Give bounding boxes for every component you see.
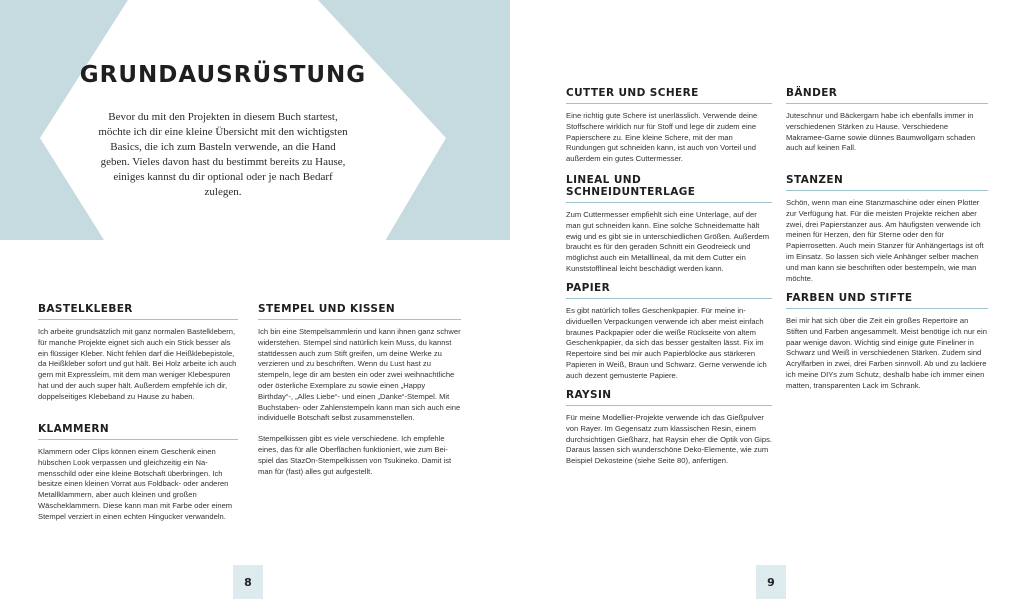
section-heading: BÄNDER (786, 87, 988, 104)
section-heading: STANZEN (786, 174, 988, 191)
section-text: Ich bin eine Stempelsammlerin und kann ihnen ganz schwer widerstehen. Stempel sind natürlich kein Muss, du kannst stattdessen auch zum Stift greifen, um deine Werke zu verzieren und zu beschriften. Wenn du Lust hast zu stempeln, lege dir am besten ein oder zwei weihnachtliche oder österliche Exemplare zu sowie einen „Happy Birthday“-, „Alles Liebe“- und einen „Danke“-Stempel. Mit Buchstaben- oder Zahlenstempeln kann man sich auch eine individuelle Botschaft selbst zusammenstellen. (258, 327, 461, 423)
section-text: Zum Cuttermesser empfiehlt sich eine Unterlage, auf der man gut schneiden kann. Eine solche Schneidematte hält ewig und es gibt sie in unterschiedlichen Größen. Außerdem braucht es für den geraden Schnitt ein Geodreieck und möglichst auch ein Metalllineal, da mit dem Cutter ein Kunststofflineal leicht beschädigt werden kann. (566, 210, 770, 273)
section-text: Für meine Modellier-Projekte verwende ich das Gießpulver von Rayer. Im Gegensatz zum klassischen Resin, einem durchsichtigen Gießharz, hat Raysin eher die Optik von Gips. Daraus lassen sich wunderschöne Deko-Elemente, wie zum Beispiel Dekosteine (siehe Seite 80), anfertigen. (566, 413, 772, 466)
section-lineal (566, 174, 772, 275)
section-text: Stempelkissen gibt es viele verschiedene. Ich empfehle eines, das für alle Oberflächen funktioniert, wie zum Beispiel das StazOn-Stempelkissen von Tsukineko. Damit ist man für (fast) alles gut aufgestellt. (258, 434, 452, 476)
section-text: Bei mir hat sich über die Zeit ein großes Repertoire an Stiften und Farben angesammelt. Meist benötige ich nur ein paar wenige davon. Wichtig sind einige gute Fineliner in Schwarz und Weiß in verschiedenen Stärken. Zudem sind Acrylfarben in zwei, drei Farben sinnvoll. Ab und zu lackiere ich meine DIYs zum Schutz, deshalb habe ich immer einen matten, transparenten Lack im Schrank. (786, 316, 987, 390)
section-text: Klammern oder Clips können einem Geschenk einen hübschen Look verpassen und gleichzeitig ein Namensschild oder eine kleine Botschaft überbringen. Ich besitze einen kleinen Vorrat aus Foldback- oder anderen Metallklammern, aber auch kleinen und großen Wäscheklammern. Diese kann man mit Farbe oder einem Stempel verziert in einen echten Hingucker verwandeln. (38, 447, 233, 521)
section-stanzen (786, 174, 988, 284)
intro-text: Bevor du mit den Projekten in diesem Buch startest, möchte ich dir eine kleine Übersicht mit den wichtigsten Basics, die ich zum Basteln verwende, an die Hand geben. Vieles davon hast du bestimmt bereits zu Hause, einiges kannst du dir optional oder je nach Bedarf zulegen. (98, 111, 348, 198)
section-text: Schön, wenn man eine Stanzmaschine oder einen Plotter zur Verfügung hat. Für die meisten Projekte reichen aber zwei, drei Papierstanzer aus. Am häufigsten verwende ich meinen für Herzen, den für Sterne oder den für Papierrosetten. Auch mein Stanzer für Anhängertags ist oft im Einsatz. So lassen sich viele Anhänger selber machen und man kann sie beschriften oder bestempeln, wie man möchte. (786, 198, 984, 283)
page-number: 9 (756, 565, 786, 599)
section-text: Eine richtig gute Schere ist unerlässlich. Verwende deine Stoffschere wirklich nur für Stoff und lege dir zudem eine Papierschere zu. Eine kleine Schere, mit der man Rundungen gut schneiden kann, ist auch von Vorteil und außerdem ein gutes Cuttermesser. (566, 111, 758, 164)
section-stempel (258, 303, 461, 477)
section-heading: STEMPEL UND KISSEN (258, 303, 461, 320)
section-heading: FARBEN UND STIFTE (786, 292, 988, 309)
page-title: GRUNDAUSRÜSTUNG (79, 62, 367, 88)
section-heading: LINEAL UND SCHNEIDUNTERLAGE (566, 174, 772, 203)
section-baender (786, 87, 988, 154)
section-papier (566, 282, 772, 382)
section-bastelkleber (38, 303, 238, 403)
section-heading: KLAMMERN (38, 423, 238, 440)
page-number: 8 (233, 565, 263, 599)
section-farben (786, 292, 988, 392)
section-text: Es gibt natürlich tolles Geschenkpapier. Für meine individuellen Verpackungen verwende ich aber meist einfach braunes Packpapier oder die weiße Rückseite von altem Geschenkpapier, da sich das besser gestalten lässt. Fix im Repertoire sind bei mir auch Papierblöcke aus stärkeren Papieren in Weiß, Braun und Schwarz. Gerne verwende ich auch dezent gemusterte Papiere. (566, 306, 767, 380)
section-heading: PAPIER (566, 282, 772, 299)
section-heading: BASTELKLEBER (38, 303, 238, 320)
section-text: Ich arbeite grundsätzlich mit ganz normalen Bastelklebern, für manche Projekte eignet sich auch ein Stick besser als ein flüssiger Kleber. Nicht fehlen darf die Heißklebepistole, da Heißkleber sofort und gut hält. Bei Holz arbeite ich auch gern mit Expressleim, mit dem man weniger Klebespuren hat und der auch super hält. Außerdem empfehle ich dir, doppelseitiges Klebeband zu Hause zu haben. (38, 327, 237, 401)
section-text: Juteschnur und Bäckergarn habe ich ebenfalls immer in verschiedenen Stärken zu Hause. Verschiedene Makramee-Garne sowie dünnes Baumwollgarn schaden auch auf keinen Fall. (786, 111, 976, 153)
section-cutter (566, 87, 772, 165)
section-heading: CUTTER UND SCHERE (566, 87, 772, 104)
section-klammern (38, 423, 238, 523)
section-heading: RAYSIN (566, 389, 772, 406)
section-raysin (566, 389, 772, 467)
right-page (510, 0, 1020, 599)
